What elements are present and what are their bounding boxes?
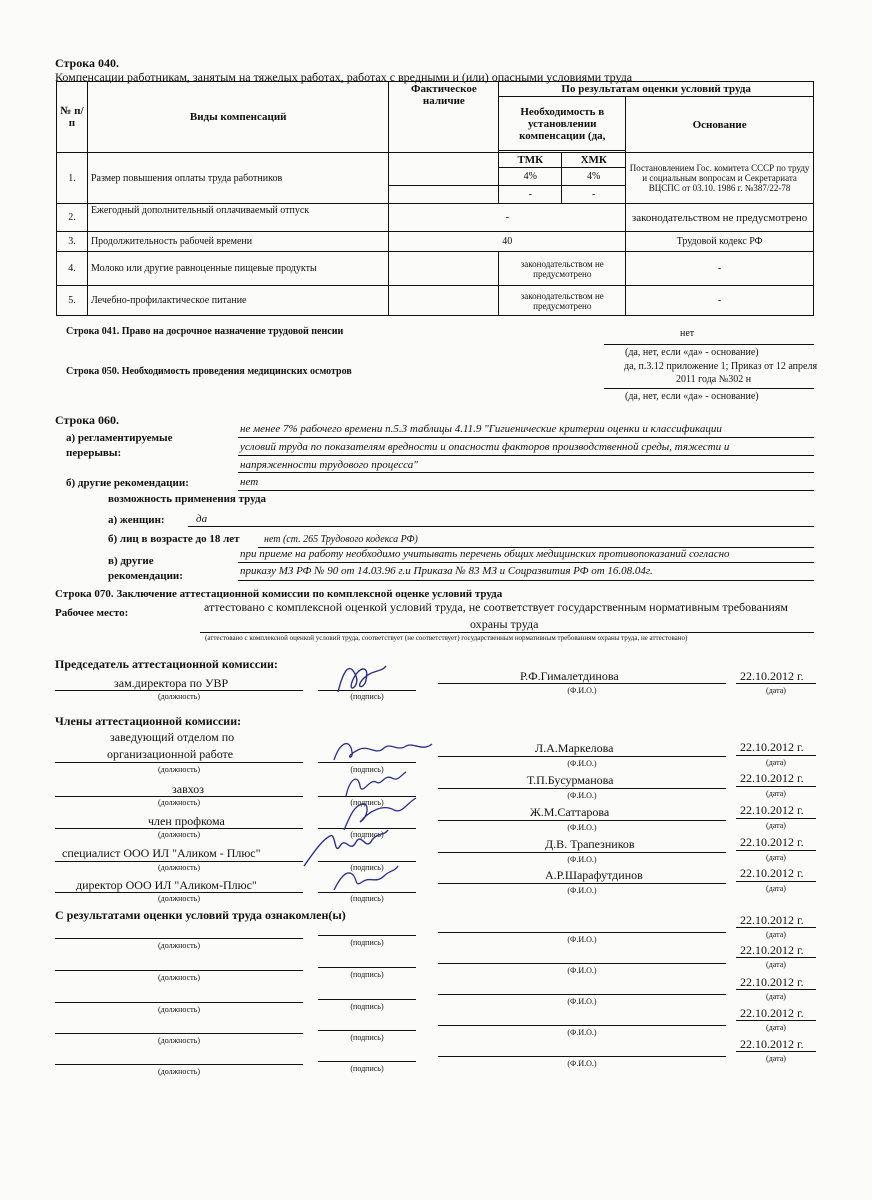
member3-position-caption: (должность) <box>158 830 200 839</box>
other-recommendations-label: б) другие рекомендации: <box>66 477 189 489</box>
women-label: а) женщин: <box>108 514 165 526</box>
acquainted-position-caption-2: (должность) <box>158 973 200 982</box>
work-possibility-label: возможность применения труда <box>108 493 267 505</box>
row5-basis: - <box>626 286 814 316</box>
stroka041-value: нет <box>680 328 695 339</box>
member3-signature-caption: (подпись) <box>350 830 384 839</box>
member4-date-caption: (дата) <box>766 853 786 862</box>
acquainted-date-1: 22.10.2012 г. <box>740 913 804 927</box>
row1-actual-2 <box>389 186 499 204</box>
member1-signature <box>328 734 438 768</box>
acquainted-position-caption-1: (должность) <box>158 941 200 950</box>
other-label-2: рекомендации: <box>108 570 183 582</box>
member2-date: 22.10.2012 г. <box>740 771 804 785</box>
stroka050-value-2: 2011 года №302 н <box>676 374 752 385</box>
breaks-value-3: напряженности трудового процесса" <box>240 459 418 471</box>
acquainted-position-caption-4: (должность) <box>158 1036 200 1045</box>
member1-name: Л.А.Маркелова <box>535 741 614 755</box>
member3-fio-caption: (Ф.И.О.) <box>567 823 597 832</box>
member1-position-2: организационной работе <box>107 747 234 761</box>
acquainted-position-caption-5: (должность) <box>158 1067 200 1076</box>
stroka060-title: Строка 060. <box>55 413 119 427</box>
row2-basis: законодательством не предусмотрено <box>626 204 814 232</box>
header-num: № п/п <box>57 82 88 153</box>
member2-position-caption: (должность) <box>158 798 200 807</box>
workplace-value-2: охраны труда <box>470 617 539 631</box>
stroka041-label: Строка 041. Право на досрочное назначение трудовой пенсии <box>66 326 344 337</box>
row5-actual <box>389 286 499 316</box>
member5-fio-caption: (Ф.И.О.) <box>567 886 597 895</box>
header-need: Необходимость в установлении компенсации (да, <box>499 97 626 151</box>
acquainted-fio-caption-1: (Ф.И.О.) <box>567 935 597 944</box>
chairman-signature <box>330 658 390 700</box>
member4-signature-caption: (подпись) <box>350 863 384 872</box>
member4-position: специалист ООО ИЛ "Аликом - Плюс" <box>62 846 261 860</box>
acquainted-date-caption-5: (дата) <box>766 1054 786 1063</box>
header-kind: Виды компенсаций <box>87 82 388 153</box>
women-value: да <box>196 513 208 525</box>
member2-signature-caption: (подпись) <box>350 798 384 807</box>
header-results: По результатам оценки условий труда <box>499 82 814 97</box>
acquainted-signature-caption-1: (подпись) <box>350 938 384 947</box>
stroka050-caption: (да, нет, если «да» - основание) <box>625 391 759 402</box>
member4-position-caption: (должность) <box>158 863 200 872</box>
row5-kind: Лечебно-профилактическое питание <box>87 286 388 316</box>
acquainted-signature-caption-3: (подпись) <box>350 1002 384 1011</box>
member4-name: Д.В. Трапезников <box>545 837 635 851</box>
header-hmk: ХМК <box>562 153 626 168</box>
row2-kind: Ежегодный дополнительный оплачиваемый отпуск <box>87 204 388 232</box>
row1-num: 1. <box>57 153 88 204</box>
row1-tmk-1: 4% <box>499 168 562 186</box>
row1-kind: Размер повышения оплаты труда работников <box>87 153 388 204</box>
row1-hmk-1: 4% <box>562 168 626 186</box>
member2-date-caption: (дата) <box>766 789 786 798</box>
chairman-date: 22.10.2012 г. <box>740 669 804 683</box>
member4-fio-caption: (Ф.И.О.) <box>567 855 597 864</box>
breaks-value-2: условий труда по показателям вредности и опасности факторов производственной среды, тяжести и <box>240 441 730 453</box>
row5-need: законодательством не предусмотрено <box>499 286 626 316</box>
member2-name: Т.П.Бусурманова <box>527 773 614 787</box>
minors-value: нет (ст. 265 Трудового кодекса РФ) <box>264 534 418 545</box>
member1-date: 22.10.2012 г. <box>740 740 804 754</box>
chairman-date-caption: (дата) <box>766 686 786 695</box>
member1-position-caption: (должность) <box>158 765 200 774</box>
chairman-heading: Председатель аттестационной комиссии: <box>55 657 278 671</box>
row3-kind: Продолжительность рабочей времени <box>87 232 388 252</box>
acquainted-signature-caption-4: (подпись) <box>350 1033 384 1042</box>
row4-actual <box>389 252 499 286</box>
member3-position: член профкома <box>148 814 225 828</box>
stroka040-title: Строка 040. <box>55 56 119 70</box>
acquainted-signature-caption-5: (подпись) <box>350 1064 384 1073</box>
header-basis: Основание <box>626 97 814 153</box>
minors-label: б) лиц в возрасте до 18 лет <box>108 533 240 545</box>
row3-need: 40 <box>389 232 626 252</box>
chairman-name: Р.Ф.Гималетдинова <box>520 669 619 683</box>
acquainted-date-caption-1: (дата) <box>766 930 786 939</box>
row3-basis: Трудовой кодекс РФ <box>626 232 814 252</box>
other-value-1: при приеме на работу необходимо учитывать перечень общих медицинских противопоказаний согласно <box>240 548 730 560</box>
row1-hmk-2: - <box>562 186 626 204</box>
member1-signature-caption: (подпись) <box>350 765 384 774</box>
other-value-2: приказу МЗ РФ № 90 от 14.03.96 г.и Приказа № 83 МЗ и Соцразвития РФ от 16.08.04г. <box>240 565 653 577</box>
breaks-label-2: перерывы: <box>66 447 122 459</box>
acquainted-date-caption-2: (дата) <box>766 960 786 969</box>
member4-date: 22.10.2012 г. <box>740 835 804 849</box>
compensation-table <box>56 81 814 316</box>
stroka050-value-1: да, п.3.12 приложение 1; Приказ от 12 апреля <box>624 361 818 372</box>
member1-fio-caption: (Ф.И.О.) <box>567 759 597 768</box>
member5-position-caption: (должность) <box>158 894 200 903</box>
members-heading: Члены аттестационной комиссии: <box>55 714 242 728</box>
acquainted-date-caption-3: (дата) <box>766 992 786 1001</box>
chairman-position-caption: (должность) <box>158 692 200 701</box>
acquainted-date-4: 22.10.2012 г. <box>740 1006 804 1020</box>
acquainted-fio-caption-2: (Ф.И.О.) <box>567 966 597 975</box>
row4-num: 4. <box>57 252 88 286</box>
other-recommendations-value: нет <box>240 476 259 488</box>
member5-date: 22.10.2012 г. <box>740 866 804 880</box>
acquainted-fio-caption-4: (Ф.И.О.) <box>567 1028 597 1037</box>
member5-name: А.Р.Шарафутдинов <box>545 868 643 882</box>
chairman-fio-caption: (Ф.И.О.) <box>567 686 597 695</box>
acquainted-fio-caption-5: (Ф.И.О.) <box>567 1059 597 1068</box>
header-tmk: ТМК <box>499 153 562 168</box>
header-actual: Фактическое наличие <box>389 82 499 153</box>
row4-need: законодательством не предусмотрено <box>499 252 626 286</box>
member2-fio-caption: (Ф.И.О.) <box>567 791 597 800</box>
stroka070-title: Строка 070. Заключение аттестационной комиссии по комплексной оценке условий труда <box>55 588 503 600</box>
workplace-value-1: аттестовано с комплексной оценкой условий труда, не соответствует государственным нормативным требованиям <box>204 600 788 614</box>
member5-position: директор ООО ИЛ "Аликом-Плюс" <box>76 878 257 892</box>
acquainted-date-2: 22.10.2012 г. <box>740 943 804 957</box>
row1-basis: Постановлением Гос. комитета СССР по труду и социальным вопросам и Секретариата ВЦСПС от 03.10. 1986 г. №387/22-78 <box>626 153 814 204</box>
row4-kind: Молоко или другие равноценные пищевые продукты <box>87 252 388 286</box>
row1-tmk-2: - <box>499 186 562 204</box>
member5-signature-caption: (подпись) <box>350 894 384 903</box>
row5-num: 5. <box>57 286 88 316</box>
acquainted-signature-caption-2: (подпись) <box>350 970 384 979</box>
breaks-value-1: не менее 7% рабочего времени п.5.3 таблицы 4.11.9 "Гигиенические критерии оценки и классификации <box>240 423 722 435</box>
acquainted-date-3: 22.10.2012 г. <box>740 975 804 989</box>
member3-date-caption: (дата) <box>766 821 786 830</box>
stroka041-caption: (да, нет, если «да» - основание) <box>625 347 759 358</box>
stroka040-subtitle: Компенсации работникам, занятым на тяжелых работах, работах с вредными и (или) опасными условиями труда <box>55 70 633 84</box>
workplace-caption: (аттестовано с комплексной оценкой условий труда, соответствует (не соответствует) государственным нормативным требованиям охраны труда, не аттестовано) <box>205 634 688 642</box>
stroka050-label: Строка 050. Необходимость проведения медицинских осмотров <box>66 366 352 377</box>
chairman-position: зам.директора по УВР <box>114 676 229 690</box>
member3-date: 22.10.2012 г. <box>740 803 804 817</box>
acquainted-date-caption-4: (дата) <box>766 1023 786 1032</box>
member3-name: Ж.М.Саттарова <box>530 805 610 819</box>
workplace-label: Рабочее место: <box>55 607 129 619</box>
member2-position: завхоз <box>172 782 205 796</box>
other-label-1: в) другие <box>108 555 154 567</box>
row4-basis: - <box>626 252 814 286</box>
acquainted-fio-caption-3: (Ф.И.О.) <box>567 997 597 1006</box>
row1-actual <box>389 153 499 186</box>
breaks-label-1: а) регламентируемые <box>66 432 173 444</box>
row3-num: 3. <box>57 232 88 252</box>
member5-date-caption: (дата) <box>766 884 786 893</box>
member5-signature <box>330 860 400 894</box>
acquainted-position-caption-3: (должность) <box>158 1005 200 1014</box>
member1-position-1: заведующий отделом по <box>110 730 235 744</box>
acquainted-heading: С результатами оценки условий труда ознакомлен(ы) <box>55 908 346 922</box>
acquainted-date-5: 22.10.2012 г. <box>740 1037 804 1051</box>
row2-need: - <box>389 204 626 232</box>
row2-num: 2. <box>57 204 88 232</box>
chairman-signature-caption: (подпись) <box>350 692 384 701</box>
member1-date-caption: (дата) <box>766 758 786 767</box>
